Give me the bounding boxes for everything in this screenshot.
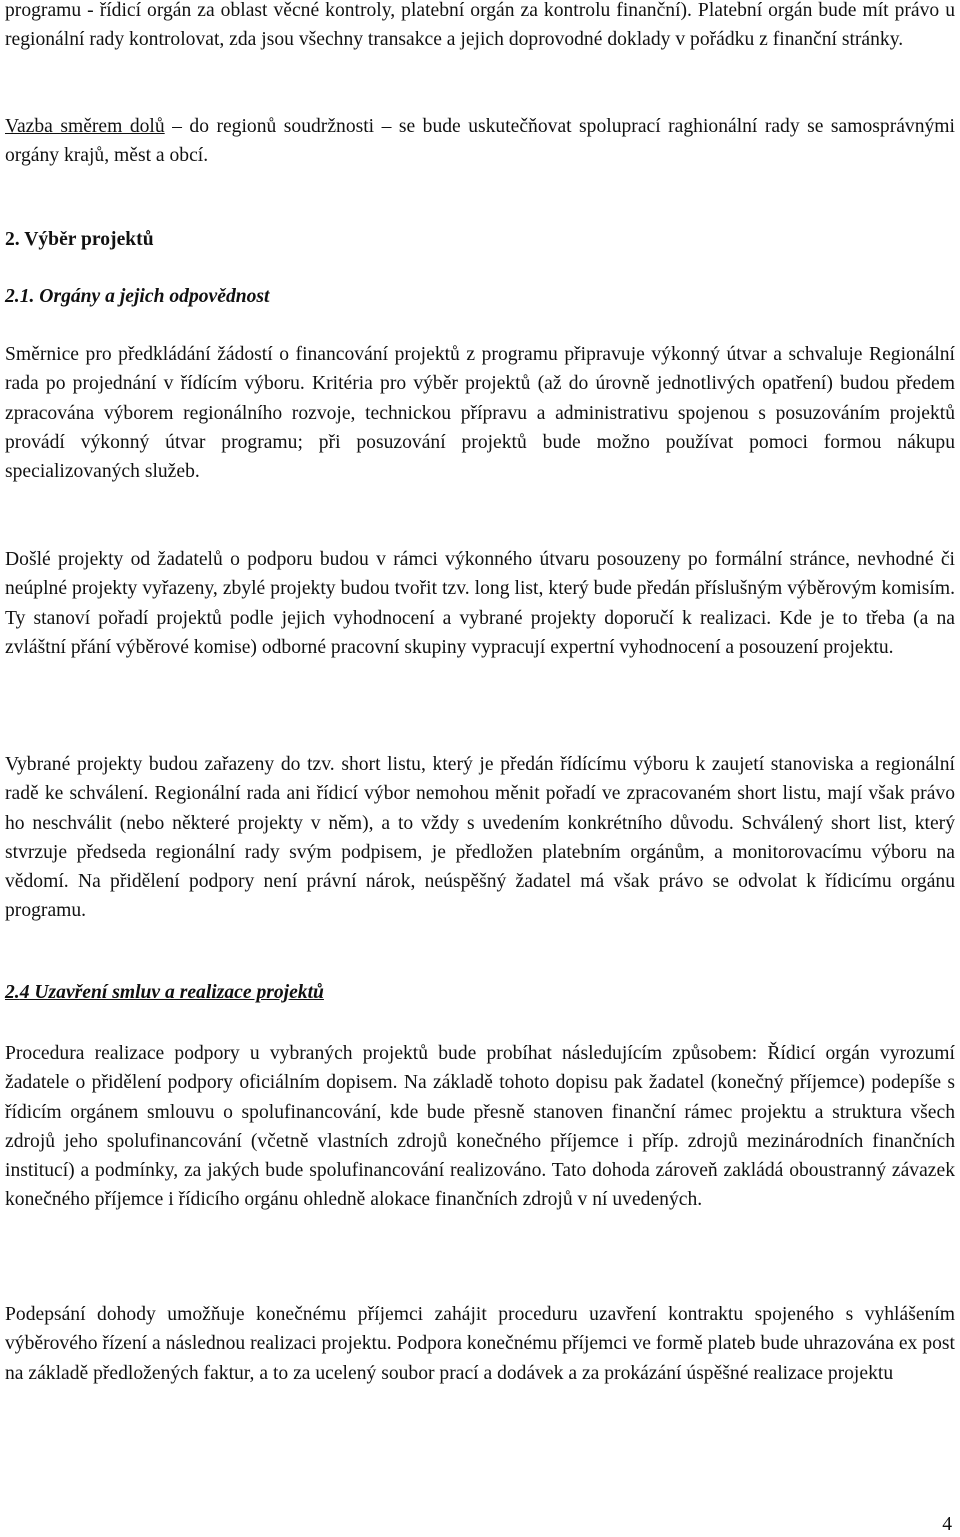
paragraph-short-list: Vybrané projekty budou zařazeny do tzv. short listu, který je předán řídícímu výboru k zaujetí stanoviska a regionální radě ke schválení. Regionální rada ani řídicí výbor nemohou měnit pořadí ve zpracovaném short listu, mají však právo ho neschválit (nebo některé projekty v něm), a to vždy s uvedením konkrétního důvodu. Schválený short list, který stvrzuje předseda regionální rady svým podpisem, je předložen platebním orgánům, a monitorovacímu výboru na vědomí. Na přidělení podpory není právní nárok, neúspěšný žadatel má však právo se odvolat k řídicímu orgánu programu.: [5, 754, 955, 922]
heading-section-2-4: [5, 982, 324, 1004]
heading-section-2: 2. Výběr projektů: [5, 229, 154, 250]
heading-section-2-4-number: 2.: [5, 982, 20, 1003]
paragraph-procedure: Procedura realizace podpory u vybraných projektů bude probíhat následujícím způsobem: Řídicí orgán vyrozumí žadatele o přidělení podpory oficiálním dopisem. Na základě tohoto dopisu pak žadatel (konečný příjemce) podepíše s řídicím orgánem smlouvu o spolufinancování, kde bude přesně stanoven finanční rámec projektu a struktura všech zdrojů jeho spolufinancování (včetně vlastních zdrojů konečného příjemce i příp. zdrojů mezinárodních finančních institucí) a podmínky, za jakých bude spolufinancování realizováno. Tato dohoda zároveň zakládá oboustranný závazek konečného příjemce i řídicího orgánu ohledně alokace finančních zdrojů v ní uvedených.: [5, 1043, 955, 1211]
heading-section-2-1: 2.1. Orgány a jejich odpovědnost: [5, 286, 270, 307]
heading-section-2-4-title: 4 Uzavření smluv a realizace projektů: [19, 982, 324, 1003]
paragraph-control: programu - řídicí orgán za oblast věcné kontroly, platební orgán za kontrolu finanční). Platební orgán bude mít právo u regionální rady kontrolovat, zda jsou všechny transakce a jejich doprovodné doklady v pořádku z finanční stránky.: [5, 0, 955, 51]
downward-link-text: – do regionů soudržnosti – se bude uskutečňovat spoluprací raghionální rady se samosprávnými orgány krajů, měst a obcí.: [5, 116, 955, 167]
paragraph-guidelines: Směrnice pro předkládání žádostí o financování projektů z programu připravuje výkonný útvar a schvaluje Regionální rada po projednání v řídícím výboru. Kritéria pro výběr projektů (až do úrovně jednotlivých opatření) budou předem zpracována výborem regionálního rozvoje, technickou přípravu a administrativu spojenou s posuzováním projektů provádí výkonný útvar programu; při posuzování projektů bude možno používat pomoci formou nákupu specializovaných služeb.: [5, 344, 955, 483]
paragraph-downward-link: [5, 112, 955, 171]
page-number: 4: [942, 1514, 952, 1535]
downward-link-term: Vazba směrem dolů: [5, 116, 165, 137]
paragraph-signing: Podepsání dohody umožňuje konečnému příjemci zahájit proceduru uzavření kontraktu spojeného s vyhlášením výběrového řízení a následnou realizaci projektu. Podpora konečnému příjemci ve formě plateb bude uhrazována ex post na základě předložených faktur, a to za ucelený soubor prací a dodávek a za prokázání úspěšné realizace projektu: [5, 1304, 955, 1384]
paragraph-long-list: Došlé projekty od žadatelů o podporu budou v rámci výkonného útvaru posouzeny po formální stránce, nevhodné či neúplné projekty vyřazeny, zbylé projekty budou tvořit tzv. long list, který bude předán příslušným výběrovým komisím. Ty stanoví pořadí projektů podle jejich vyhodnocení a vybrané projekty doporučí k realizaci. Kde je to třeba (a na zvláštní přání výběrové komise) odborné pracovní skupiny vypracují expertní vyhodnocení a posouzení projektu.: [5, 549, 955, 658]
